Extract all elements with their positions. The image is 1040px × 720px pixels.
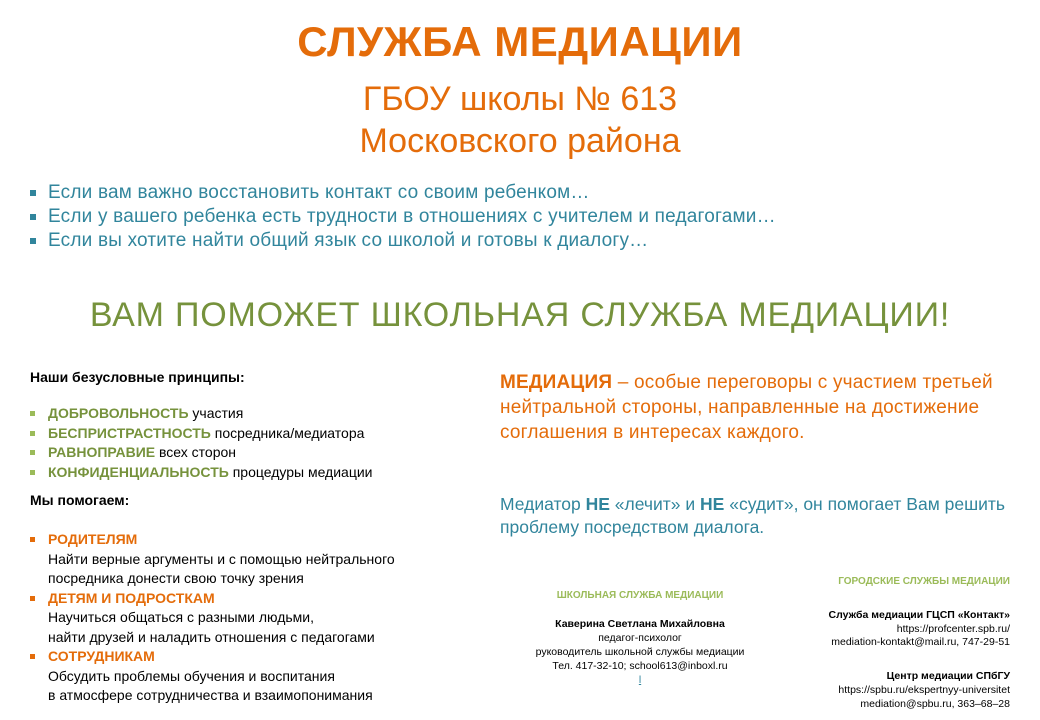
square-bullet-icon xyxy=(30,537,35,542)
square-bullet-icon xyxy=(30,450,35,455)
mediator-note-emphasis: НЕ xyxy=(585,494,610,514)
help-item xyxy=(30,647,490,706)
help-text: Найти верные аргументы и с помощью нейтрального xyxy=(48,550,395,567)
contact-email-tail: l xyxy=(638,674,642,686)
help-keyword: СОТРУДНИКАМ xyxy=(48,648,155,664)
principle-keyword: КОНФИДЕНЦИАЛЬНОСТЬ xyxy=(48,463,229,480)
principle-item xyxy=(30,443,490,463)
help-keyword: ДЕТЯМ И ПОДРОСТКАМ xyxy=(48,589,215,606)
help-text: посредника донести свою точку зрения xyxy=(48,570,304,586)
square-bullet-icon xyxy=(30,596,35,601)
intro-item xyxy=(30,229,1020,253)
city-service-contacts: mediation-kontakt@mail.ru, 747-29-51 xyxy=(831,636,1010,649)
intro-item xyxy=(30,181,1020,205)
intro-item-text: Если вы хотите найти общий язык со школой и готовы к диалогу… xyxy=(48,230,649,251)
square-bullet-icon xyxy=(30,431,35,436)
help-text: Обсудить проблемы обучения и воспитания xyxy=(48,667,335,684)
principle-item xyxy=(30,463,490,483)
school-service-heading: ШКОЛЬНАЯ СЛУЖБА МЕДИАЦИИ xyxy=(556,590,724,601)
square-bullet-icon xyxy=(30,470,35,475)
square-bullet-icon xyxy=(30,238,36,244)
district-subtitle: Московского района xyxy=(359,122,681,160)
intro-item xyxy=(30,205,1020,229)
contact-phone-email: Тел. 417-32-10; school613@inboxl.ru xyxy=(552,660,728,672)
principle-item xyxy=(30,404,490,424)
definition-text: – особые переговоры с участием третьей нейтральной стороны, направленные на достижение соглашения в интересах каждого. xyxy=(500,372,993,443)
square-bullet-icon xyxy=(30,214,36,220)
square-bullet-icon xyxy=(30,190,36,196)
principles-list xyxy=(30,404,490,482)
mediator-note-emphasis: НЕ xyxy=(700,494,725,514)
page-title: СЛУЖБА МЕДИАЦИИ xyxy=(297,18,743,65)
city-service-name: Служба медиации ГЦСП «Контакт» xyxy=(828,608,1010,621)
help-list xyxy=(30,530,490,706)
intro-item-text: Если у вашего ребенка есть трудности в отношениях с учителем и педагогами… xyxy=(48,206,776,227)
help-item xyxy=(30,589,490,648)
main-banner: ВАМ ПОМОЖЕТ ШКОЛЬНАЯ СЛУЖБА МЕДИАЦИИ! xyxy=(89,296,951,334)
school-subtitle: ГБОУ школы № 613 xyxy=(362,80,678,118)
principle-text: участия xyxy=(188,405,244,421)
help-text: найти друзей и наладить отношения с педагогами xyxy=(48,628,375,645)
principle-text: посредника/медиатора xyxy=(210,424,365,441)
help-keyword: РОДИТЕЛЯМ xyxy=(48,531,138,547)
principle-keyword: БЕСПРИСТРАСТНОСТЬ xyxy=(48,424,211,441)
help-item xyxy=(30,530,490,589)
city-service-url[interactable]: https://spbu.ru/ekspertnyy-universitet xyxy=(838,683,1010,696)
principles-heading: Наши безусловные принципы: xyxy=(30,369,245,385)
principle-item xyxy=(30,424,490,444)
principle-keyword: РАВНОПРАВИЕ xyxy=(48,444,156,460)
mediator-note xyxy=(500,493,1020,539)
mediation-definition xyxy=(500,370,1010,445)
definition-keyword: МЕДИАЦИЯ xyxy=(500,372,613,393)
help-heading: Мы помогаем: xyxy=(30,492,130,508)
principle-text: всех сторон xyxy=(155,444,237,460)
mediator-note-text: «судит», он помогает Вам решить проблему посредством диалога. xyxy=(500,494,1006,537)
contact-person-role: руководитель школьной службы медиации xyxy=(535,646,745,658)
city-services-heading: ГОРОДСКИЕ СЛУЖБЫ МЕДИАЦИИ xyxy=(838,576,1010,587)
contact-person-name: Каверина Светлана Михайловна xyxy=(555,618,725,630)
principle-keyword: ДОБРОВОЛЬНОСТЬ xyxy=(48,405,189,421)
city-service-url[interactable]: https://profcenter.spb.ru/ xyxy=(896,622,1010,635)
contact-person-role: педагог-психолог xyxy=(598,632,682,644)
square-bullet-icon xyxy=(30,411,35,416)
intro-item-text: Если вам важно восстановить контакт со своим ребенком… xyxy=(48,182,590,203)
help-text: Научиться общаться с разными людьми, xyxy=(48,609,315,625)
mediator-note-text: Медиатор xyxy=(500,494,586,514)
city-service-name: Центр медиации СПбГУ xyxy=(886,670,1010,683)
city-service-contacts: mediation@spbu.ru, 363–68–28 xyxy=(860,697,1010,710)
mediator-note-text: «лечит» и xyxy=(609,494,701,514)
intro-list xyxy=(30,181,1020,253)
square-bullet-icon xyxy=(30,654,35,659)
help-text: в атмосфере сотрудничества и взаимопонимания xyxy=(48,687,373,703)
principle-text: процедуры медиации xyxy=(228,463,373,480)
city-services-contacts xyxy=(740,575,1010,712)
